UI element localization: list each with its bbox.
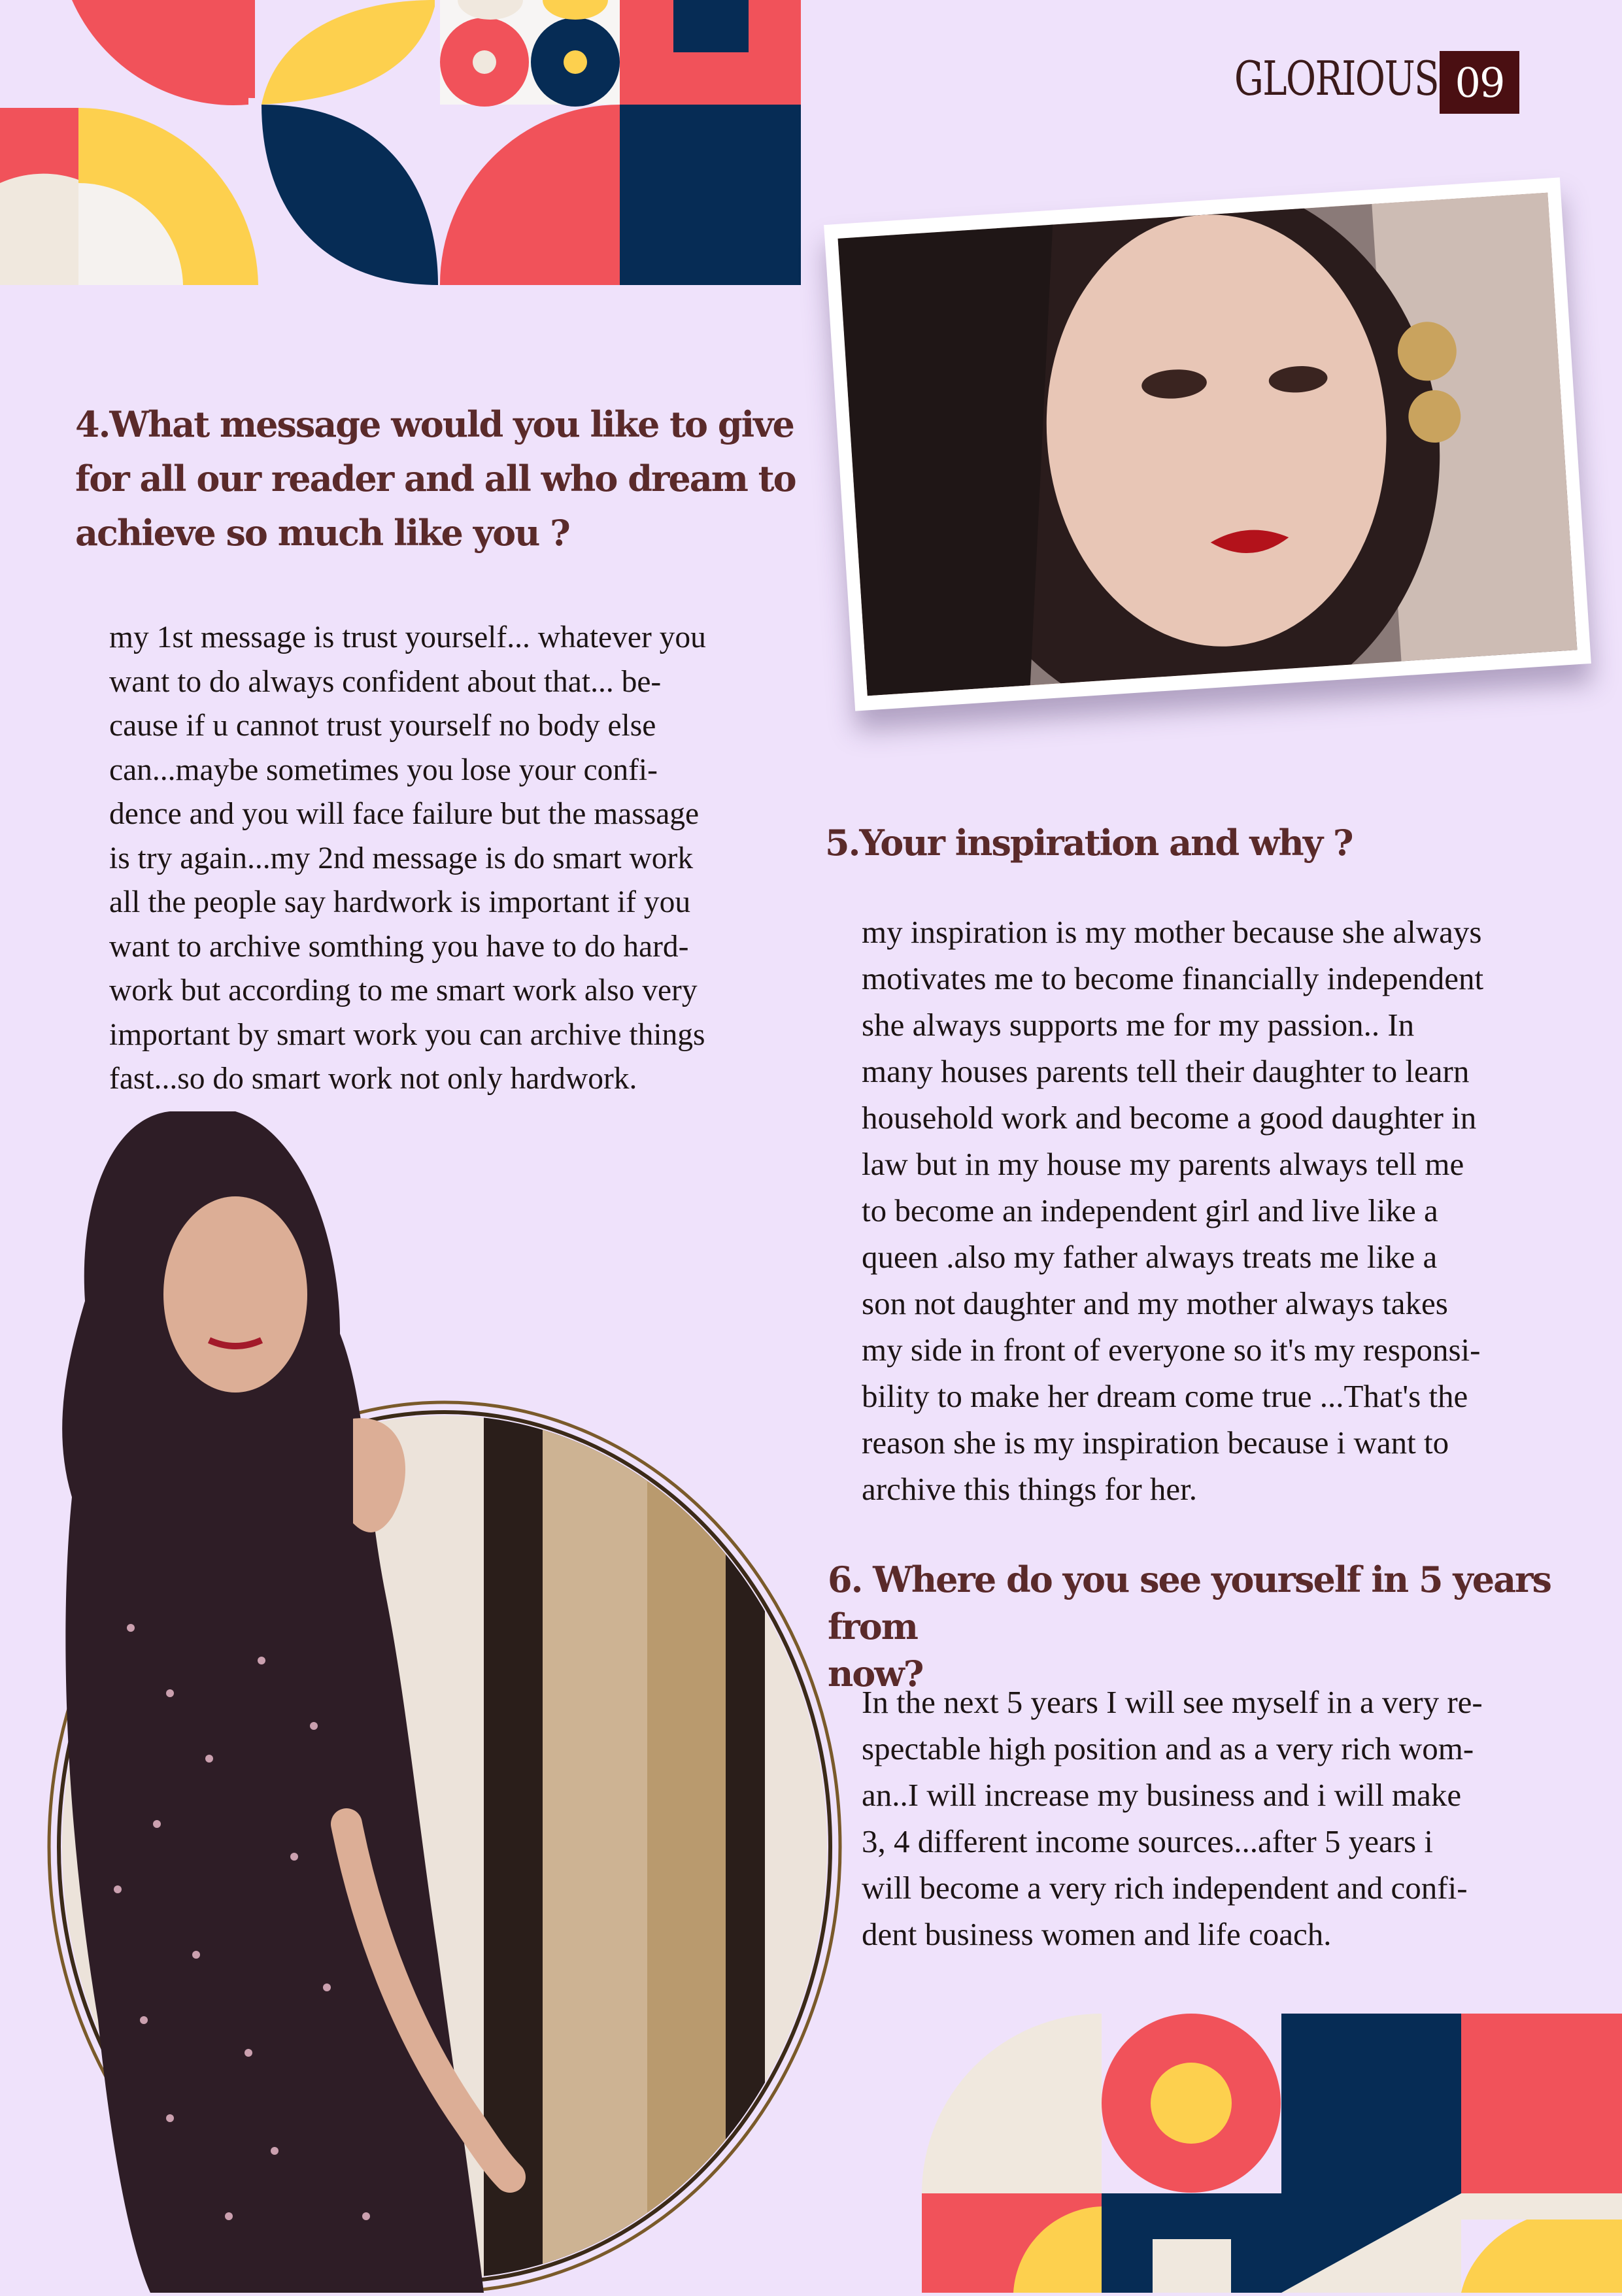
question-4-text: 4.What message would you like to give for all our reader and all who dream to achieve so much like you ? — [75, 403, 796, 554]
answer-6-line: will become a very rich independent and confi- — [862, 1870, 1468, 1906]
answer-4 — [109, 616, 828, 1102]
answer-5-line: household work and become a good daughter in — [862, 1100, 1477, 1136]
answer-4-line: my 1st message is trust yourself... whatever you — [109, 620, 706, 654]
answer-4-line: fast...so do smart work not only hardwork. — [109, 1062, 637, 1096]
answer-4-line: all the people say hardwork is important if you — [109, 885, 691, 919]
answer-5-line: law but in my house my parents always tell me — [862, 1146, 1464, 1182]
question-5-heading: 5.Your inspiration and why ? — [825, 822, 1353, 864]
answer-5-line: many houses parents tell their daughter to learn — [862, 1053, 1470, 1089]
answer-4-line: important by smart work you can archive things — [109, 1017, 705, 1052]
brand-logo: GLORIOUS — [1234, 51, 1439, 106]
answer-4-line: work but according to me smart work also very — [109, 973, 698, 1007]
answer-6-line: In the next 5 years I will see myself in a very re- — [862, 1684, 1483, 1720]
answer-6-line: dent business women and life coach. — [862, 1916, 1332, 1952]
answer-4-line: can...maybe sometimes you lose your confi- — [109, 752, 658, 787]
answer-5-line: son not daughter and my mother always takes — [862, 1285, 1448, 1321]
answer-5-line: archive this things for her. — [862, 1471, 1198, 1507]
answer-5-line: my side in front of everyone so it's my responsi- — [862, 1332, 1481, 1368]
page-number: 09 — [1440, 51, 1519, 114]
portrait-photo-frame — [824, 177, 1591, 711]
answer-4-line: cause if u cannot trust yourself no body else — [109, 709, 656, 743]
answer-4-line: is try again...my 2nd message is do smart work — [109, 841, 694, 875]
question-6-line: now? — [828, 1653, 923, 1695]
answer-5-line: my inspiration is my mother because she always — [862, 914, 1482, 950]
answer-6-line: spectable high position and as a very rich wom- — [862, 1730, 1474, 1766]
answer-5-line: queen .also my father always treats me like a — [862, 1239, 1438, 1275]
portrait-photo — [838, 193, 1578, 696]
answer-5-line: motivates me to become financially independent — [862, 960, 1484, 996]
question-6-line: 6. Where do you see yourself in 5 years from — [828, 1559, 1551, 1647]
answer-4-line: dence and you will face failure but the massage — [109, 797, 700, 831]
answer-6 — [862, 1679, 1594, 1957]
geometric-pattern-bottom — [922, 2014, 1622, 2293]
answer-4-line: want to do always confident about that... be- — [109, 664, 662, 699]
answer-6-line: an..I will increase my business and i will make — [862, 1777, 1462, 1813]
answer-4-line: want to archive somthing you have to do hard- — [109, 929, 689, 964]
portrait-illustration — [838, 193, 1578, 696]
top-decoration — [0, 0, 801, 285]
question-6-heading — [828, 1556, 1612, 1697]
answer-6-line: 3, 4 different income sources...after 5 years i — [862, 1823, 1433, 1859]
geometric-pattern-top — [0, 0, 801, 285]
full-length-photo-illustration — [0, 1105, 856, 2293]
bottom-decoration — [922, 2014, 1622, 2293]
answer-5-line: bility to make her dream come true ...That's the — [862, 1378, 1468, 1414]
answer-5-line: she always supports me for my passion.. In — [862, 1007, 1415, 1043]
answer-5 — [862, 909, 1594, 1512]
answer-5-line: reason she is my inspiration because i want to — [862, 1425, 1449, 1460]
question-4-heading — [75, 397, 807, 560]
answer-5-line: to become an independent girl and live like a — [862, 1192, 1438, 1228]
full-length-photo — [0, 1105, 856, 2293]
